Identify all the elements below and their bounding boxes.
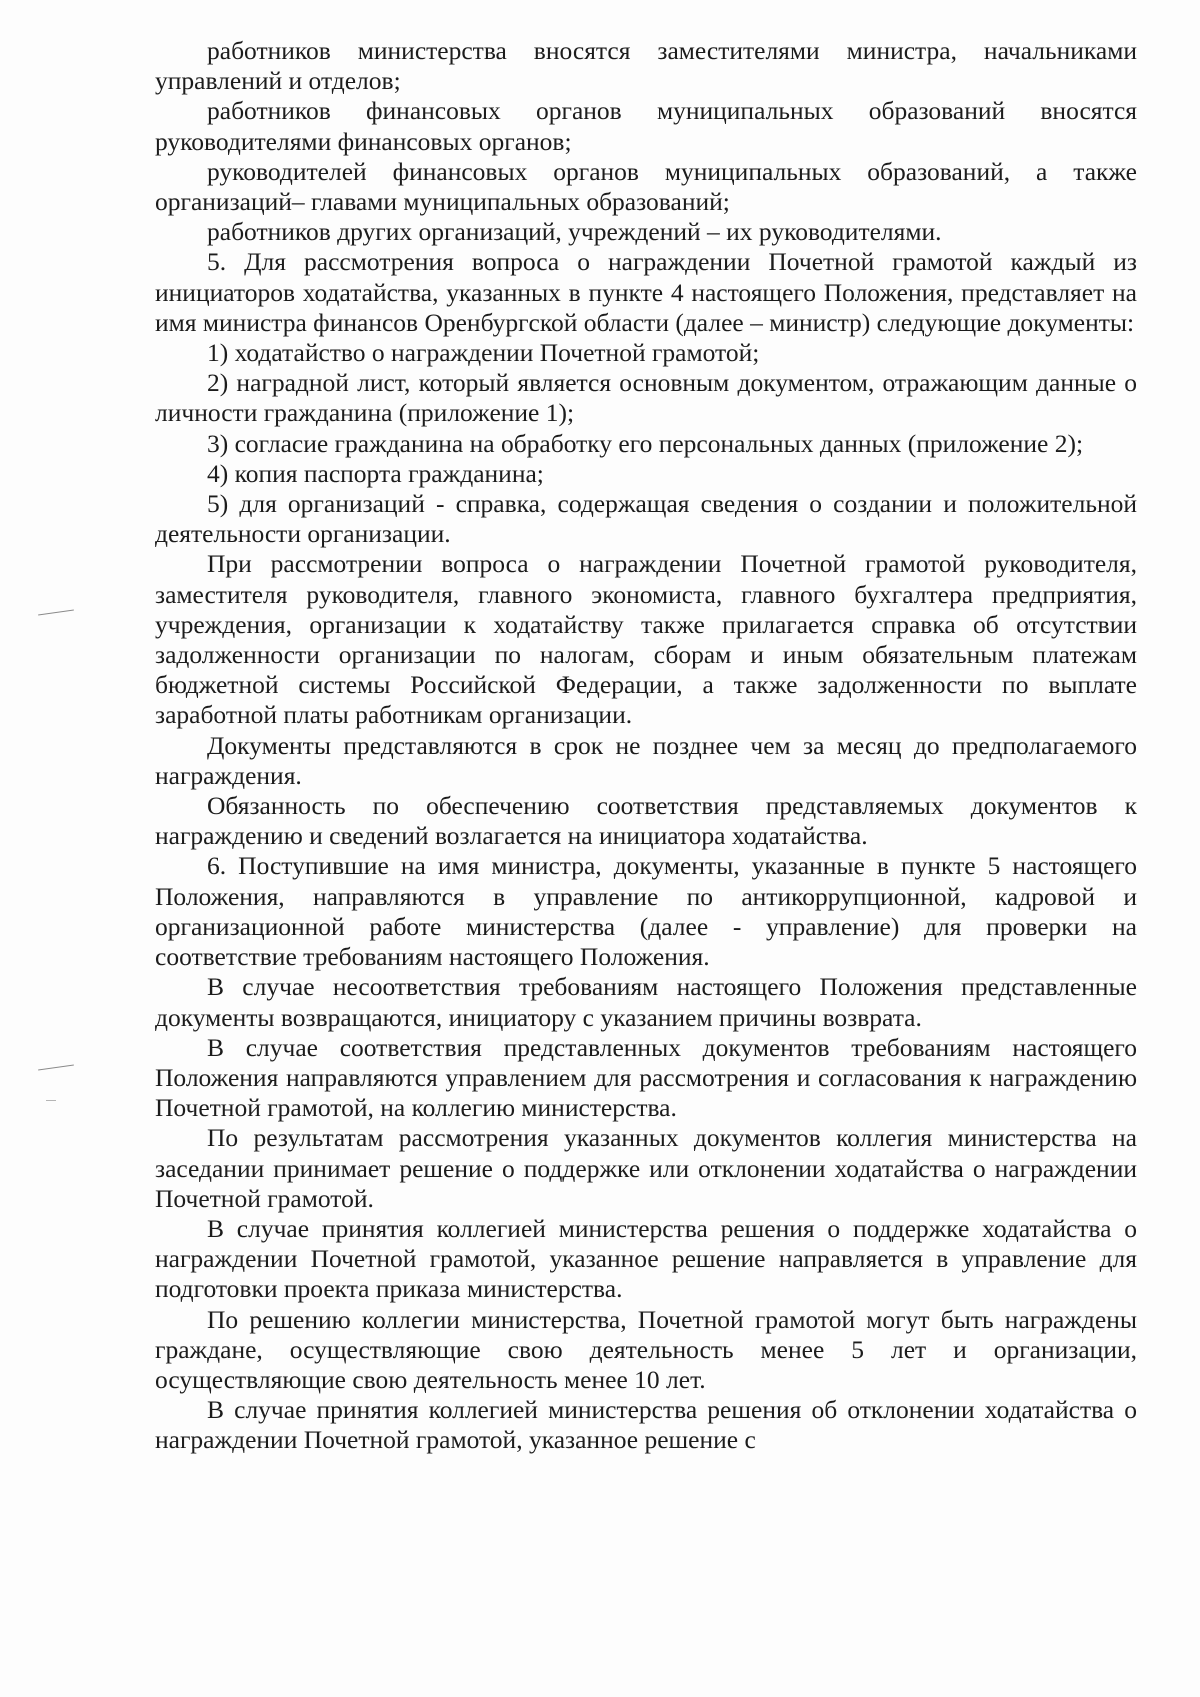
paragraph: При рассмотрении вопроса о награждении Почетной грамотой руководителя, заместителя руководителя, главного экономиста, главного бухгалтера предприятия, учреждения, организации к ходатайству также прилагается справка об отсутствии задолженности организации по налогам, сборам и иным обязательным платежам бюджетной системы Российской Федерации, а также задолженности по выплате заработной платы работникам организации. [155,549,1137,730]
paragraph: В случае соответствия представленных документов требованиям настоящего Положения направляются управлением для рассмотрения и согласования к награждению Почетной грамотой, на коллегию министерства. [155,1032,1137,1123]
paragraph: 3) согласие гражданина на обработку его персональных данных (приложение 2); [207,428,1084,458]
paragraph: 4) копия паспорта гражданина; [207,458,544,488]
paragraph: В случае принятия коллегией министерства решения об отклонении ходатайства о награждении Почетной грамотой, указанное решение с [155,1395,1137,1455]
paragraph: 2) наградной лист, который является основным документом, отражающим данные о личности гражданина (приложение 1); [155,368,1137,428]
paragraph: 5. Для рассмотрения вопроса о награждении Почетной грамотой каждый из инициаторов ходатайства, указанных в пункте 4 настоящего Положения, представляет на имя министра финансов Оренбургской области (далее – министр) следующие документы: [155,247,1137,337]
scan-mark [38,1064,74,1070]
paragraph: Документы представляются в срок не позднее чем за месяц до предполагаемого награждения. [155,730,1137,790]
document-body [155,36,1137,1456]
paragraph: работников других организаций, учреждений – их руководителями. [207,217,942,247]
scan-mark [46,1100,56,1101]
paragraph: 1) ходатайство о награждении Почетной грамотой; [207,338,760,368]
paragraph: По результатам рассмотрения указанных документов коллегия министерства на заседании принимает решение о поддержке или отклонении ходатайства о награждении Почетной грамотой. [155,1123,1137,1213]
paragraph: руководителей финансовых органов муниципальных образований, а также организаций– главами муниципальных образований; [155,156,1137,217]
paragraph: работников финансовых органов муниципальных образований вносятся руководителями финансовых органов; [155,96,1137,156]
paragraph: 5) для организаций - справка, содержащая сведения о создании и положительной деятельности организации. [155,489,1137,549]
paragraph: По решению коллегии министерства, Почетной грамотой могут быть награждены граждане, осуществляющие свою деятельность менее 5 лет и организации, осуществляющие свою деятельность менее 10 лет. [155,1304,1137,1394]
scan-mark [38,609,74,615]
paragraph: работников министерства вносятся заместителями министра, начальниками управлений и отделов; [155,36,1137,96]
paragraph: В случае принятия коллегией министерства решения о поддержке ходатайства о награждении Почетной грамотой, указанное решение направляется в управление для подготовки проекта приказа министерства. [155,1213,1137,1304]
paragraph: 6. Поступившие на имя министра, документы, указанные в пункте 5 настоящего Положения, направляются в управление по антикоррупционной, кадровой и организационной работе министерства (далее - управление) для проверки на соответствие требованиям настоящего Положения. [155,851,1137,972]
paragraph: В случае несоответствия требованиям настоящего Положения представленные документы возвращаются, инициатору с указанием причины возврата. [155,972,1137,1032]
paragraph: Обязанность по обеспечению соответствия представляемых документов к награждению и сведений возлагается на инициатора ходатайства. [155,791,1137,851]
